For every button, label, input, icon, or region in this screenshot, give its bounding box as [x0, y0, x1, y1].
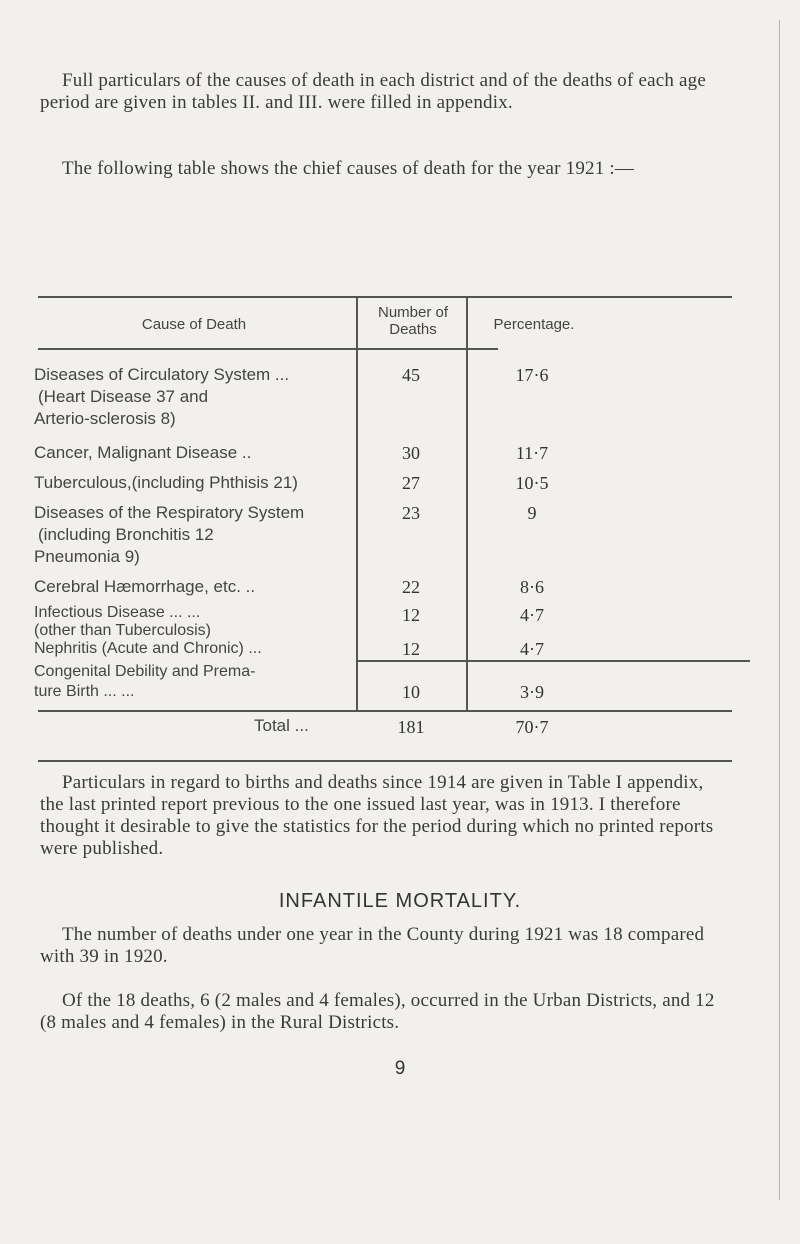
number-cell: 23 — [402, 503, 420, 523]
percentage-cell: 4·7 — [520, 639, 544, 659]
table-bottom-rule — [38, 710, 732, 712]
section-heading: INFANTILE MORTALITY. — [278, 890, 522, 912]
total-percentage: 70·7 — [515, 717, 549, 737]
cause-cell — [34, 576, 379, 598]
percentage-cell: 4·7 — [520, 605, 544, 625]
cause-cell — [34, 662, 379, 702]
cause-sublabel: (Heart Disease 37 and — [38, 387, 209, 406]
cause-label: Infectious Disease ... ... — [34, 604, 201, 621]
cause-label: Diseases of the Respiratory System — [34, 503, 305, 522]
total-number: 181 — [397, 717, 425, 737]
total-top-rule — [356, 660, 750, 662]
percentage-cell: 3·9 — [520, 682, 544, 702]
total-bottom-rule — [38, 760, 732, 762]
cause-cell — [34, 604, 379, 640]
percentage-cell: 8·6 — [520, 577, 544, 597]
cause-sublabel: (other than Tuberculosis) — [34, 622, 211, 639]
header-cause: Cause of Death — [141, 316, 247, 333]
cause-label: Cerebral Hæmorrhage, etc. .. — [34, 577, 256, 596]
number-cell: 22 — [402, 577, 420, 597]
header-bottom-rule — [38, 348, 498, 350]
cause-label: Congenital Debility and Prema- — [34, 663, 256, 680]
percentage-cell: 11·7 — [515, 443, 549, 463]
causes-of-death-table — [34, 296, 734, 712]
table-top-rule — [38, 296, 732, 298]
header-percentage: Percentage. — [493, 316, 575, 333]
cause-cell — [34, 442, 379, 464]
intro-paragraph-1: Full particulars of the causes of death in each district and of the deaths of each age period are given in tables II. and III. were filled in appendix. — [40, 70, 706, 113]
percentage-cell: 10·5 — [515, 473, 549, 493]
births-deaths-paragraph: Particulars in regard to births and deaths since 1914 are given in Table I appendix, the last printed report previous to the one issued last year, was in 1913. I therefore thought it desirable to give the statistics for the period during which no printed reports were published. — [40, 772, 714, 859]
number-cell: 45 — [402, 365, 420, 385]
cause-label: Tuberculous,(including Phthisis 21) — [34, 473, 298, 492]
percentage-cell: 9 — [527, 503, 537, 523]
infant-deaths-paragraph: The number of deaths under one year in the County during 1921 was 18 compared with 39 in 1920. — [40, 924, 705, 967]
cause-cell — [34, 640, 379, 658]
page-number: 9 — [394, 1058, 406, 1079]
header-number: Number of Deaths — [377, 304, 449, 338]
cause-sublabel: ture Birth ... ... — [34, 683, 135, 700]
cause-label: Nephritis (Acute and Chronic) ... — [34, 640, 262, 657]
cause-cell — [34, 364, 379, 430]
cause-cell — [34, 472, 379, 494]
percentage-cell: 17·6 — [515, 365, 549, 385]
cause-sublabel: (including Bronchitis 12 — [38, 525, 214, 544]
number-cell: 30 — [402, 443, 420, 463]
page-edge-divider — [779, 20, 780, 1200]
cause-sublabel: Pneumonia 9) — [34, 547, 140, 566]
intro-paragraph-2: The following table shows the chief causes of death for the year 1921 :— — [62, 158, 635, 179]
number-cell: 12 — [402, 605, 420, 625]
cause-label: Diseases of Circulatory System ... — [34, 365, 290, 384]
number-cell: 10 — [402, 682, 420, 702]
number-cell: 27 — [402, 473, 420, 493]
number-cell: 12 — [402, 639, 420, 659]
total-label: Total ... — [254, 716, 309, 735]
total-row — [34, 716, 734, 756]
cause-label: Cancer, Malignant Disease .. — [34, 443, 252, 462]
cause-cell — [34, 502, 379, 568]
deaths-breakdown-paragraph: Of the 18 deaths, 6 (2 males and 4 females), occurred in the Urban Districts, and 12 (8 males and 4 females) in the Rural Districts. — [40, 990, 715, 1033]
cause-sublabel: Arterio-sclerosis 8) — [34, 409, 176, 428]
